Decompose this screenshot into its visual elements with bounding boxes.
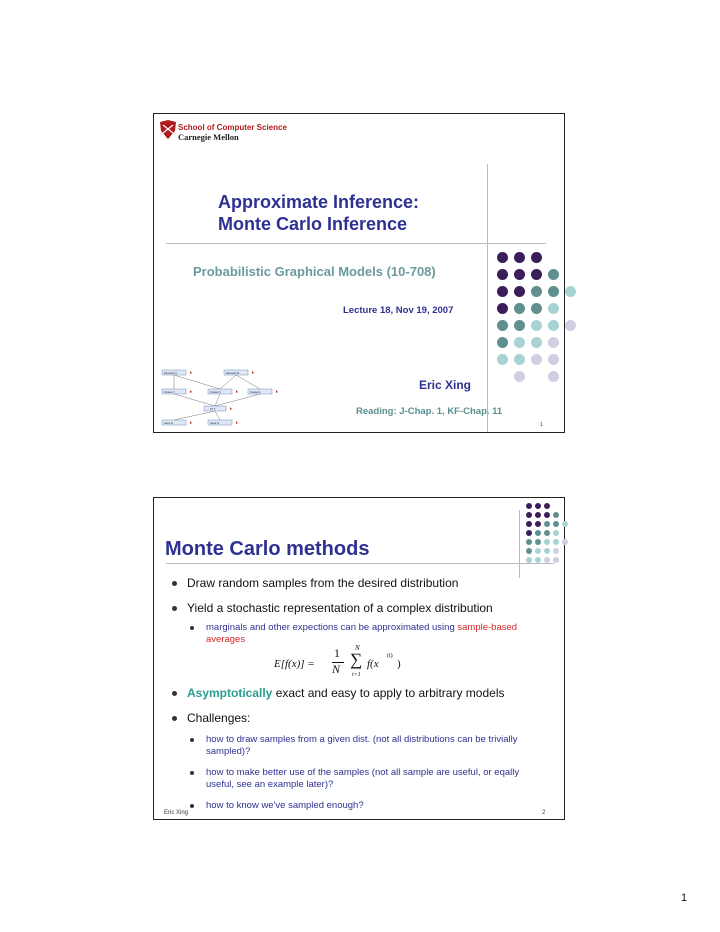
- formula-sum-top: N: [355, 644, 360, 652]
- formula-sum-symbol: ∑: [350, 650, 363, 669]
- title-rule: [166, 563, 554, 564]
- challenge-3-text: how to know we've sampled enough?: [206, 800, 364, 811]
- sub-bullet-2a-text: marginals and other expections can be approximated using: [206, 622, 458, 633]
- formula-frac-den: N: [332, 662, 341, 676]
- slide-footer-page: 2: [542, 810, 546, 816]
- formula-superscript: (t): [387, 653, 393, 659]
- lecture-info: Lecture 18, Nov 19, 2007: [343, 305, 454, 316]
- bullet-3-emphasis: Asymptotically: [187, 686, 273, 700]
- cmu-logo: [158, 119, 178, 146]
- slide-1: [153, 113, 565, 433]
- monte-carlo-formula: [274, 644, 474, 686]
- challenge-1: [172, 734, 536, 758]
- sub-bullet-dot: [190, 626, 194, 630]
- bullet-3: [172, 686, 556, 701]
- bullet-dot: [172, 691, 177, 696]
- formula-lhs: E[f(x)] =: [274, 658, 315, 670]
- sub-bullet-dot: [190, 771, 194, 775]
- formula-sum-bottom: t=1: [352, 672, 361, 678]
- bullet-1-text: Draw random samples from the desired distribution: [187, 576, 459, 590]
- challenge-2: [172, 767, 536, 791]
- challenge-1-text: how to draw samples from a given dist. (not all distributions can be trivially sampled)?: [206, 734, 518, 757]
- diagram-label-tf-f: TF F: [210, 407, 216, 411]
- bullet-2-text: Yield a stochastic representation of a complex distribution: [187, 601, 493, 615]
- diagram-label-kinase-d: Kinase D: [210, 390, 221, 394]
- horizontal-divider: [166, 243, 546, 244]
- formula-close: ): [397, 658, 401, 670]
- slide-title-2: Monte Carlo methods: [165, 538, 370, 560]
- challenge-2-text: how to make better use of the samples (not all sample are useful, or eqally useful, see an example later)?: [206, 767, 520, 790]
- challenge-3: [172, 800, 536, 812]
- sub-bullet-2a: [172, 622, 536, 646]
- bullet-list-2: [172, 686, 556, 812]
- author-name: Eric Xing: [419, 378, 472, 392]
- tartan-icon: [158, 119, 178, 141]
- reading-info: Reading: J-Chap. 1, KF-Chap. 11: [356, 406, 503, 417]
- network-diagram: [160, 364, 290, 426]
- diagram-label-gene-g: Gene G: [164, 421, 174, 425]
- slide-page-number: 1: [540, 422, 543, 428]
- bullet-1: [172, 576, 556, 591]
- formula-rhs: f(x: [367, 658, 379, 670]
- slide-title: [218, 191, 419, 235]
- bullet-dot: [172, 581, 177, 586]
- bullet-3-text: exact and easy to apply to arbitrary models: [272, 686, 505, 700]
- title-line-2: Monte Carlo Inference: [218, 214, 408, 234]
- slide-2: [153, 497, 565, 820]
- title-line-1: Approximate Inference:: [218, 192, 420, 212]
- sub-bullet-2a-highlight: sample-based averages: [206, 622, 518, 645]
- page-number: 1: [681, 892, 688, 904]
- vertical-divider: [487, 164, 488, 432]
- formula-frac-num: 1: [334, 646, 340, 660]
- bullet-list: [172, 576, 556, 648]
- logo-line-2: Carnegie Mellon: [178, 132, 239, 142]
- logo-line-1: School of Computer Science: [178, 123, 287, 132]
- sub-bullet-dot: [190, 804, 194, 808]
- slide-footer-author: Eric Xing: [164, 810, 189, 816]
- diagram-label-gene-h: Gene H: [210, 421, 219, 425]
- bullet-4: [172, 711, 556, 726]
- course-subtitle: Probabilistic Graphical Models (10-708): [193, 264, 436, 279]
- sub-bullet-dot: [190, 738, 194, 742]
- bullet-dot: [172, 716, 177, 721]
- diagram-label-receptor-a: Receptor A: [164, 371, 177, 375]
- diagram-red-marks: [190, 371, 278, 424]
- bullet-2: [172, 601, 556, 616]
- bullet-4-text: Challenges:: [187, 711, 251, 725]
- vertical-divider-small: [519, 510, 520, 578]
- diagram-label-kinase-e: Kinase E: [250, 390, 261, 394]
- bullet-dot: [172, 606, 177, 611]
- diagram-label-receptor-b: Receptor B: [226, 371, 239, 375]
- diagram-label-kinase-c: Kinase C: [164, 390, 175, 394]
